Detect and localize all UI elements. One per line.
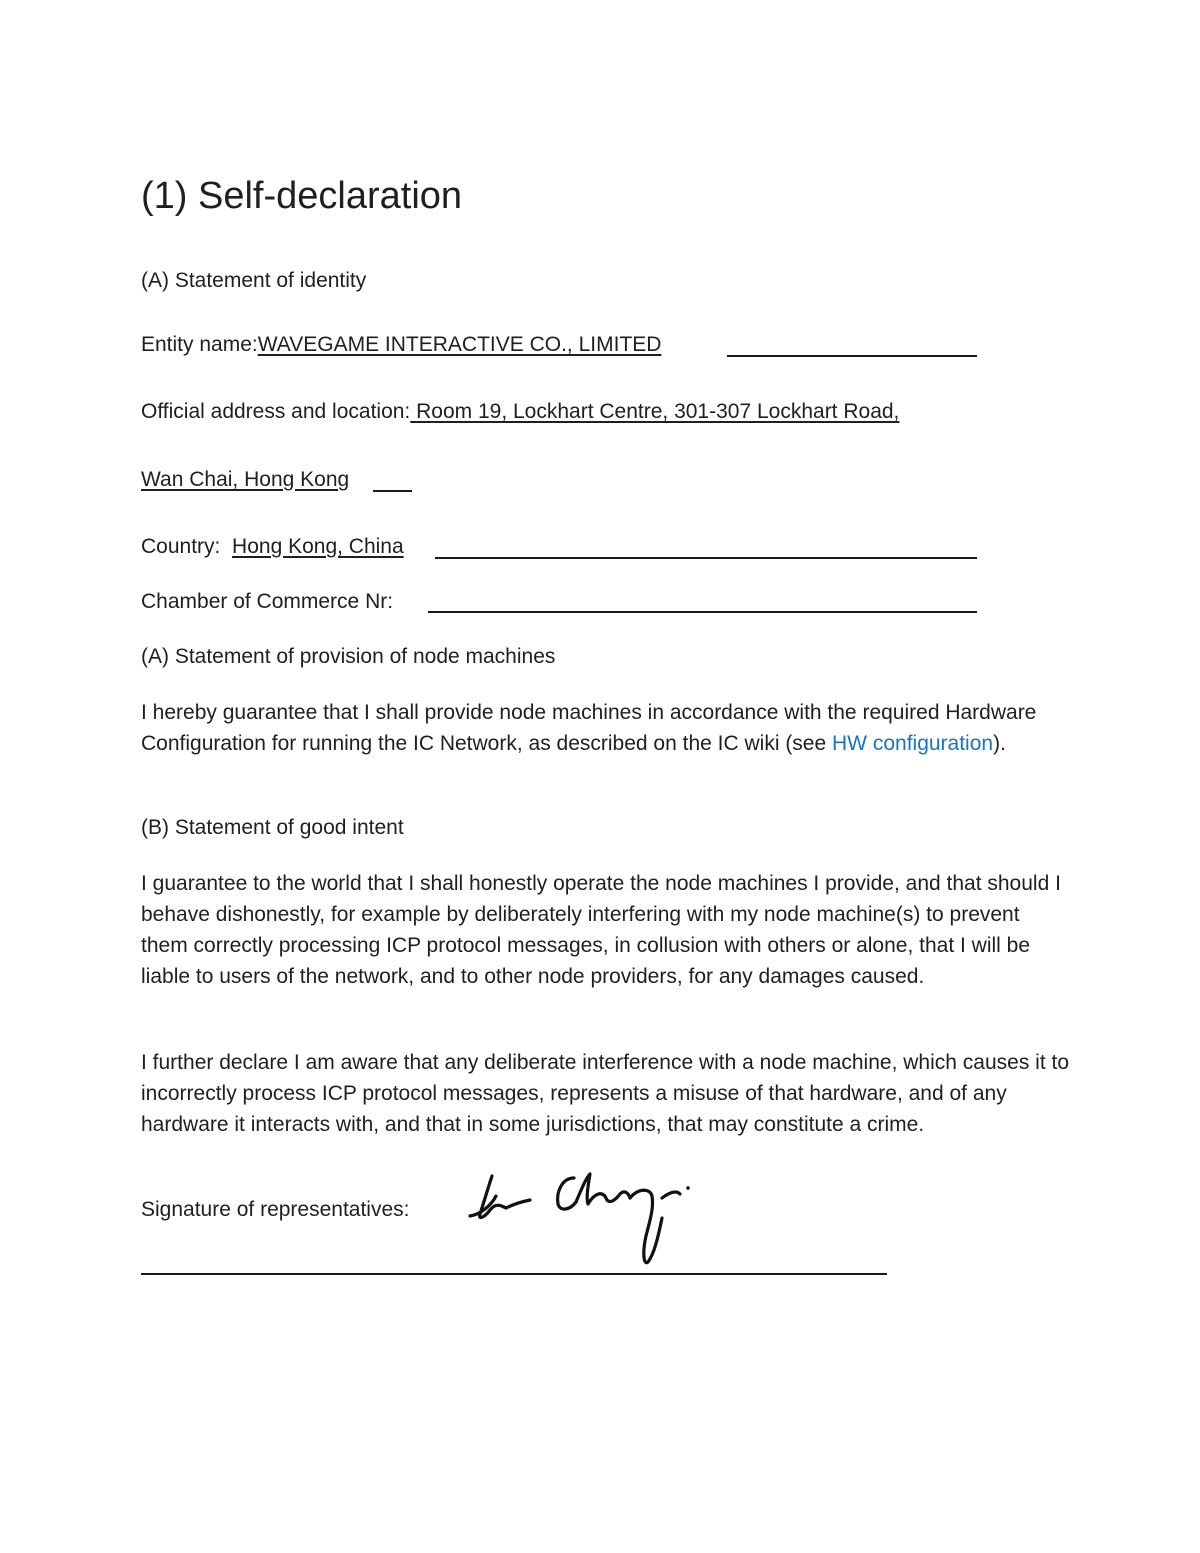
chamber-label: Chamber of Commerce Nr: <box>141 590 394 613</box>
hw-configuration-link[interactable]: HW configuration <box>832 732 994 755</box>
address-value-line2: Wan Chai, Hong Kong <box>141 468 350 491</box>
signature-line <box>141 1273 887 1275</box>
entity-name-underline <box>727 355 977 357</box>
intent-paragraph-1: I guarantee to the world that I shall honestly operate the node machines I provide, and that should I behave dishonestly, for example by deliberately interfering with my node machine(s) to prevent them correctly processing ICP protocol messages, in collusion with others or alone, that I will be liable to users of the network, and to other node providers, for any damages caused. <box>141 872 1061 988</box>
address-underline <box>373 490 412 492</box>
country-row <box>141 534 404 560</box>
chamber-row <box>141 589 393 615</box>
provision-heading: (A) Statement of provision of node machines <box>141 645 556 668</box>
address-value-line1: Room 19, Lockhart Centre, 301-307 Lockhart Road, <box>410 400 900 423</box>
intent-paragraph-2: I further declare I am aware that any deliberate interference with a node machine, which causes it to incorrectly process ICP protocol messages, represents a misuse of that hardware, and of any hardware it interacts with, and that in some jurisdictions, that may constitute a crime. <box>141 1051 1069 1136</box>
entity-name-label: Entity name: <box>141 333 258 356</box>
intent-heading: (B) Statement of good intent <box>141 816 404 839</box>
country-value: Hong Kong, China <box>232 535 404 558</box>
address-row <box>141 399 899 425</box>
country-label: Country: <box>141 535 221 558</box>
address-row-2 <box>141 467 349 493</box>
provision-paragraph <box>141 697 1071 759</box>
entity-name-value: WAVEGAME INTERACTIVE CO., LIMITED <box>257 333 662 356</box>
handwritten-signature <box>462 1158 702 1276</box>
signature-label: Signature of representatives: <box>141 1198 410 1221</box>
identity-heading: (A) Statement of identity <box>141 269 367 292</box>
entity-name-row <box>141 332 661 358</box>
country-underline <box>435 557 977 559</box>
chamber-field-line <box>428 611 977 613</box>
page-title: (1) Self-declaration <box>141 175 463 217</box>
provision-text-end: ). <box>993 732 1006 755</box>
provision-text: I hereby guarantee that I shall provide node machines in accordance with the required Hardware Configuration for running the IC Network, as described on the IC wiki (see <box>141 701 1037 755</box>
address-label: Official address and location: <box>141 400 411 423</box>
